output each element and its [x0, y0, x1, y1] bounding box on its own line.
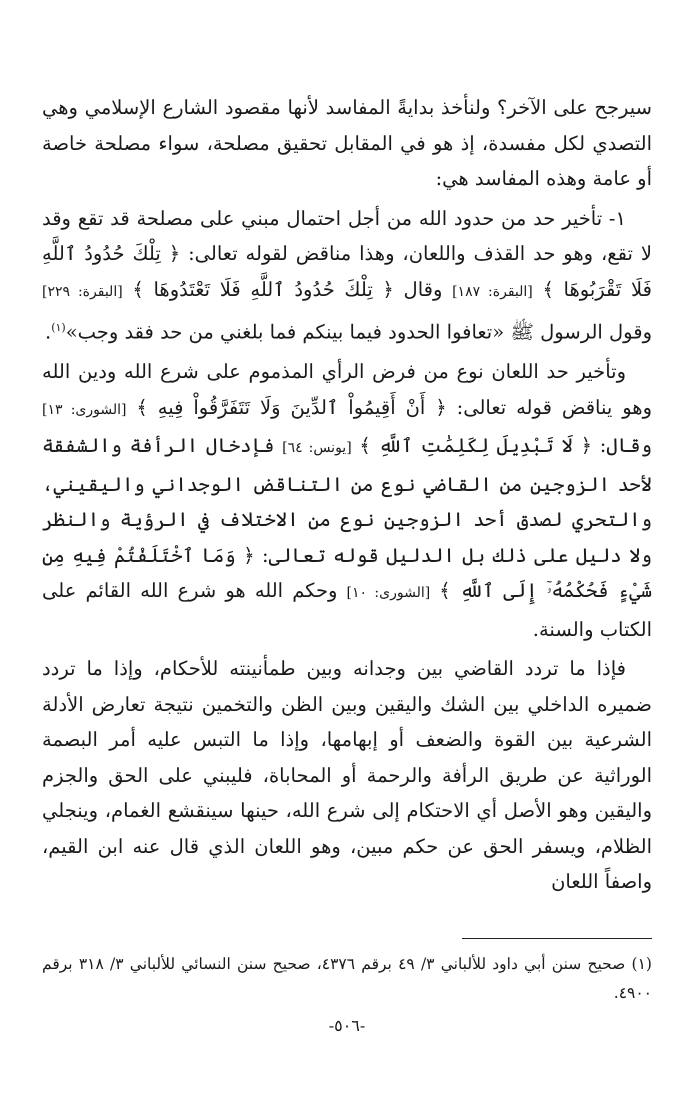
- paragraph-text: فإذا ما تردد القاضي بين وجدانه وبين طمأنينته للأحكام، وإذا ما تردد ضميره الداخلي بين الشك واليقين وبين الظن والتخمين نتيجة تعارض الأدلة الشرعية بين القوة والضعف أو إبهامها، وإذا ما التبس عليه أمر البصمة الوراثية عن طريق الرأفة والرحمة أو المحاباة، فليبني على الحق والجزم واليقين وهو الأصل أي الاحتكام إلى شرع الله، حينها سينقشع الغمام، وينجلي الظلام، ويسفر الحق عن حكم مبين، وهو اللعان الذي قال عنه ابن القيم، واصفاً اللعان: [42, 657, 652, 893]
- paragraph-1: [42, 90, 652, 197]
- verse-reference: [يونس: ٦٤]: [282, 440, 352, 456]
- paragraph-text: فإدخال الرأفة والشفقة لأحد الزوجين من القاضي نوع من التناقض الوجداني واليقيني، والتحري لصدق أحد الزوجين نوع من الاختلاف في الرؤية والنظر ولا دليل على ذلك بل الدليل قوله تعالى:: [42, 434, 653, 567]
- quran-verse: ﴿ تِلْكَ حُدُودُ ٱللَّهِ فَلَا تَعْتَدُوهَا ﴾: [132, 277, 394, 301]
- paragraph-text: ١- تأخير حد من حدود الله من أجل احتمال مبني على مصلحة قد تقع وقد لا تقع، وهو حد القذف واللعان، وهذا مناقض لقوله تعالى:: [42, 206, 652, 265]
- quran-verse: ﴿ وَمَا ٱخْتَلَفْتُمْ فِيهِ مِن شَيْءٍ فَحُكْمُهُۥٓ إِلَى ٱللَّهِ ﴾: [42, 543, 652, 602]
- footnote-marker[interactable]: (١): [51, 321, 66, 334]
- paragraph-4: [42, 651, 652, 900]
- paragraph-text: وتأخير حد اللعان نوع من فرض الرأي المذموم على شرع الله ودين الله وهو يناقض قوله تعالى:: [42, 360, 652, 419]
- footnote-1: (١) صحيح سنن أبي داود للألباني ٣/ ٤٩ برقم ٤٣٧٦، صحيح سنن النسائي للألباني ٣/ ٣١٨ برقم ٤٩٠٠.: [42, 955, 652, 1002]
- paragraph-text: سيرجح على الآخر؟ ولنأخذ بدايةً المفاسد لأنها مقصود الشارع الإسلامي وهي التصدي لكل مفسدة، إذ هو في المقابل تحقيق مصلحة، سواء مصلحة خاصة أو عامة وهذه المفاسد هي:: [42, 96, 652, 190]
- paragraph-text: وقال: [393, 277, 453, 301]
- paragraph-3: [42, 354, 652, 647]
- verse-reference: [الشورى: ١٠]: [346, 585, 431, 601]
- verse-reference: [البقرة: ١٨٧]: [452, 283, 533, 300]
- paragraph-text: وقال:: [592, 434, 652, 457]
- verse-reference: [البقرة: ٢٢٩]: [42, 283, 123, 300]
- paragraph-text: وحكم الله هو شرع الله القائم على الكتاب والسنة.: [42, 579, 652, 641]
- quran-verse: ﴿ لَا تَبْدِيلَ لِكَلِمَٰتِ ٱللَّهِ ﴾: [359, 434, 593, 457]
- paragraph-text: .: [44, 320, 52, 344]
- quran-verse: ﴿ أَنْ أَقِيمُواْ ٱلدِّينَ وَلَا تَتَفَرَّقُواْ فِيهِ ﴾: [136, 395, 447, 419]
- verse-reference: [الشورى: ١٣]: [42, 401, 127, 418]
- page-number: -٥٠٦-: [328, 1016, 366, 1035]
- main-text: [42, 90, 652, 900]
- paragraph-2: [42, 201, 652, 351]
- quran-verse: ﴿ تِلْكَ حُدُودُ ٱللَّهِ فَلَا تَقْرَبُوهَا ﴾: [42, 242, 652, 301]
- paragraph-text: وقول الرسول ﷺ «تعافوا الحدود فيما بينكم فما بلغني من حد فقد وجب»: [65, 320, 652, 344]
- footnotes: [42, 950, 652, 1008]
- footnote-divider: [462, 938, 652, 939]
